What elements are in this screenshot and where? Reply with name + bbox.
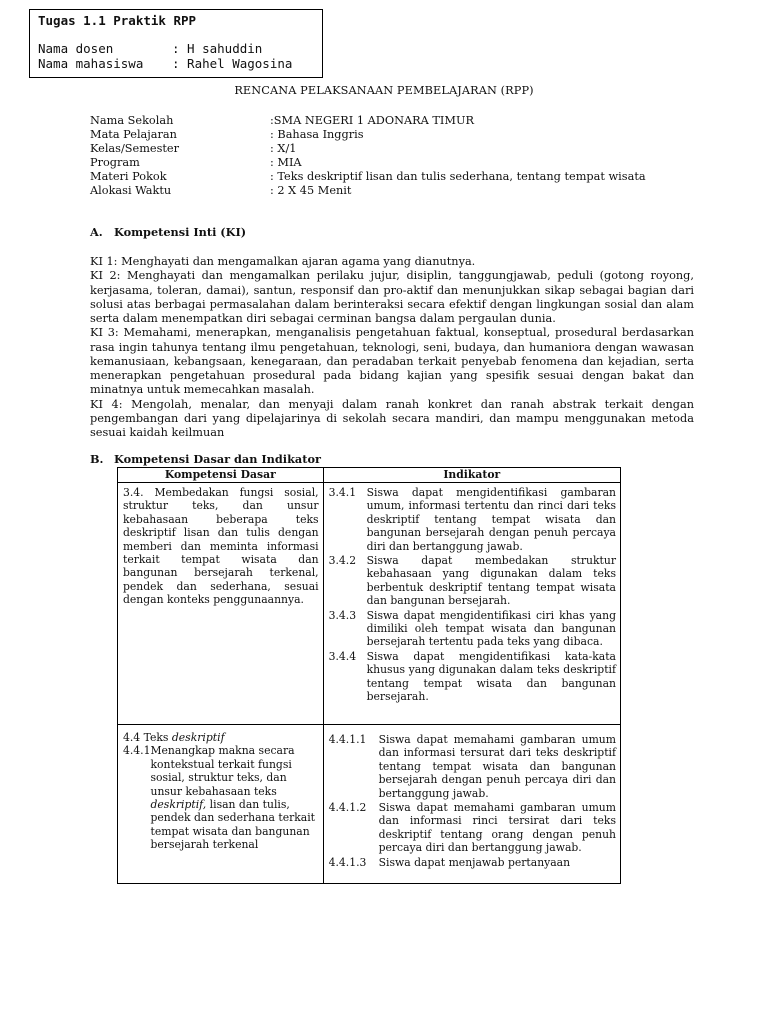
kd-text: 3.4. Membedakan fungsi sosial, struktur teks, dan unsur kebahasaan beberapa teks deskriptif lisan dan tulis dengan memberi dan meminta informasi terkait tempat wisata dan bangunan bersejarah terkenal, pendek dan sederhana, sesuai dengan konteks penggunaannya. bbox=[123, 486, 319, 607]
identity-label: Nama Sekolah bbox=[90, 114, 174, 127]
indicator-text: Siswa dapat mengidentifikasi kata-kata khusus yang digunakan dalam teks deskriptif tentang tempat wisata dan bangunan bersejarah. bbox=[366, 649, 616, 704]
col-header-indicator: Indikator bbox=[323, 468, 620, 483]
ki-list bbox=[90, 255, 694, 440]
indicator-item bbox=[329, 856, 616, 869]
kd-sub-text bbox=[150, 744, 318, 851]
dosen-row bbox=[38, 41, 262, 56]
document-title: RENCANA PELAKSANAAN PEMBELAJARAN (RPP) bbox=[234, 84, 534, 97]
indicator-number: 3.4.3 bbox=[328, 608, 357, 622]
identity-label: Materi Pokok bbox=[90, 170, 167, 183]
table-header-row bbox=[118, 468, 621, 483]
kd-title-prefix: 4.4 Teks bbox=[123, 731, 172, 744]
col-header-kd: Kompetensi Dasar bbox=[118, 468, 324, 483]
indicator-text: Siswa dapat memahami gambaran umum dan informasi rinci tersirat dari teks deskriptif tentang orang dengan penuh percaya diri dan bertanggung jawab. bbox=[378, 801, 616, 855]
identity-label: Alokasi Waktu bbox=[90, 184, 172, 197]
task-title: Tugas 1.1 Praktik RPP bbox=[38, 13, 197, 28]
indicator-text: Siswa dapat membedakan struktur kebahasaan yang digunakan dalam teks berbentuk deskriptif tentang tempat wisata dan bangunan bersejarah. bbox=[366, 554, 616, 608]
indicator-number: 3.4.4 bbox=[328, 649, 357, 663]
identity-label: Program bbox=[90, 156, 140, 169]
identity-label: Mata Pelajaran bbox=[90, 128, 177, 141]
kd-title-italic: deskriptif bbox=[171, 731, 225, 744]
identity-value: : Bahasa Inggris bbox=[270, 128, 364, 141]
ki-2: KI 2: Menghayati dan mengamalkan perilaku jujur, disiplin, tanggungjawab, peduli (gotong royong, kerjasama, toleran, damai), santun, responsif dan pro-aktif dan menunjukkan sikap sebagai bagian dari solusi atas berbagai permasalahan dalam berinteraksi secara efektif dengan lingkungan sosial dan alam serta dalam menempatkan diri sebagai cerminan bangsa dalam pergaulan dunia. bbox=[90, 269, 694, 325]
mahasiswa-value: : Rahel Wagosina bbox=[172, 56, 293, 71]
indicator-text: Siswa dapat memahami gambaran umum dan informasi tersurat dari teks deskriptif tentang tempat wisata dan bangunan bersejarah dengan penuh percaya diri dan bertanggung jawab. bbox=[378, 733, 616, 800]
identity-value: : 2 X 45 Menit bbox=[270, 184, 352, 197]
indicator-item bbox=[329, 650, 616, 704]
table-row bbox=[118, 725, 621, 884]
kd-title bbox=[123, 731, 319, 744]
kd-sub-item bbox=[123, 744, 319, 851]
indicator-number: 4.4.1.1 bbox=[328, 733, 367, 746]
mahasiswa-label: Nama mahasiswa bbox=[38, 56, 144, 71]
kd-sub-text-part1: Menangkap makna secara kontekstual terkait fungsi sosial, struktur teks, dan unsur kebahasaan teks bbox=[150, 744, 295, 798]
indicator-item bbox=[329, 554, 616, 608]
mahasiswa-row bbox=[38, 56, 292, 71]
indicator-item bbox=[329, 486, 616, 553]
indicator-cell bbox=[323, 483, 620, 725]
section-a-title: Kompetensi Inti (KI) bbox=[114, 225, 247, 239]
kd-sub-text-part2: lisan dan tulis, pendek dan sederhana terkait tempat wisata dan bangunan bersejarah terkenal bbox=[150, 798, 316, 852]
kd-cell bbox=[118, 725, 324, 884]
identity-value: : Teks deskriptif lisan dan tulis sederhana, tentang tempat wisata bbox=[270, 170, 646, 183]
indicator-item bbox=[329, 733, 616, 800]
dosen-value: : H sahuddin bbox=[172, 41, 263, 56]
kd-indicator-table bbox=[117, 467, 621, 884]
dosen-label: Nama dosen bbox=[38, 41, 114, 56]
kd-cell bbox=[118, 483, 324, 725]
identity-value: : X/1 bbox=[270, 142, 297, 155]
identity-value: :SMA NEGERI 1 ADONARA TIMUR bbox=[270, 114, 474, 127]
table-row bbox=[118, 483, 621, 725]
indicator-number: 3.4.2 bbox=[328, 554, 357, 568]
section-b-title: Kompetensi Dasar dan Indikator bbox=[114, 452, 321, 466]
indicator-text: Siswa dapat menjawab pertanyaan bbox=[378, 855, 571, 869]
assignment-header-box bbox=[29, 9, 323, 78]
kd-sub-number: 4.4.1 bbox=[123, 744, 151, 758]
section-b-heading bbox=[90, 452, 321, 466]
indicator-text: Siswa dapat mengidentifikasi ciri khas yang dimiliki oleh tempat wisata dan bangunan bersejarah tertentu pada teks yang dibaca. bbox=[366, 608, 616, 649]
section-a-heading bbox=[90, 225, 246, 239]
section-a-letter: A. bbox=[90, 225, 103, 239]
ki-1: KI 1: Menghayati dan mengamalkan ajaran agama yang dianutnya. bbox=[90, 255, 476, 268]
ki-4: KI 4: Mengolah, menalar, dan menyaji dalam ranah konkret dan ranah abstrak terkait dengan pengembangan dari yang dipelajarinya di sekolah secara mandiri, dan mampu menggunakan metoda sesuai kaidah keilmuan bbox=[90, 397, 694, 439]
indicator-item bbox=[329, 609, 616, 649]
indicator-number: 3.4.1 bbox=[328, 486, 357, 499]
ki-3: KI 3: Memahami, menerapkan, menganalisis pengetahuan faktual, konseptual, prosedural berdasarkan rasa ingin tahunya tentang ilmu pengetahuan, teknologi, seni, budaya, dan humaniora dengan wawasan kemanusiaan, kebangsaan, kenegaraan, dan peradaban terkait penyebab fenomena dan kejadian, serta menerapkan pengetahuan prosedural pada bidang kajian yang spesifik sesuai dengan bakat dan minatnya untuk memecahkan masalah. bbox=[90, 326, 694, 397]
identity-label: Kelas/Semester bbox=[90, 142, 180, 155]
section-b-letter: B. bbox=[90, 452, 104, 466]
indicator-number: 4.4.1.3 bbox=[328, 855, 367, 869]
indicator-cell bbox=[323, 725, 620, 884]
indicator-number: 4.4.1.2 bbox=[328, 801, 367, 815]
indicator-item bbox=[329, 801, 616, 855]
identity-value: : MIA bbox=[270, 156, 302, 169]
kd-sub-text-italic: deskriptif, bbox=[150, 798, 207, 812]
indicator-text: Siswa dapat mengidentifikasi gambaran umum, informasi tertentu dan rinci dari teks deskriptif tentang tempat wisata dan bangunan bersejarah dengan penuh percaya diri dan bertanggung jawab. bbox=[366, 486, 616, 553]
